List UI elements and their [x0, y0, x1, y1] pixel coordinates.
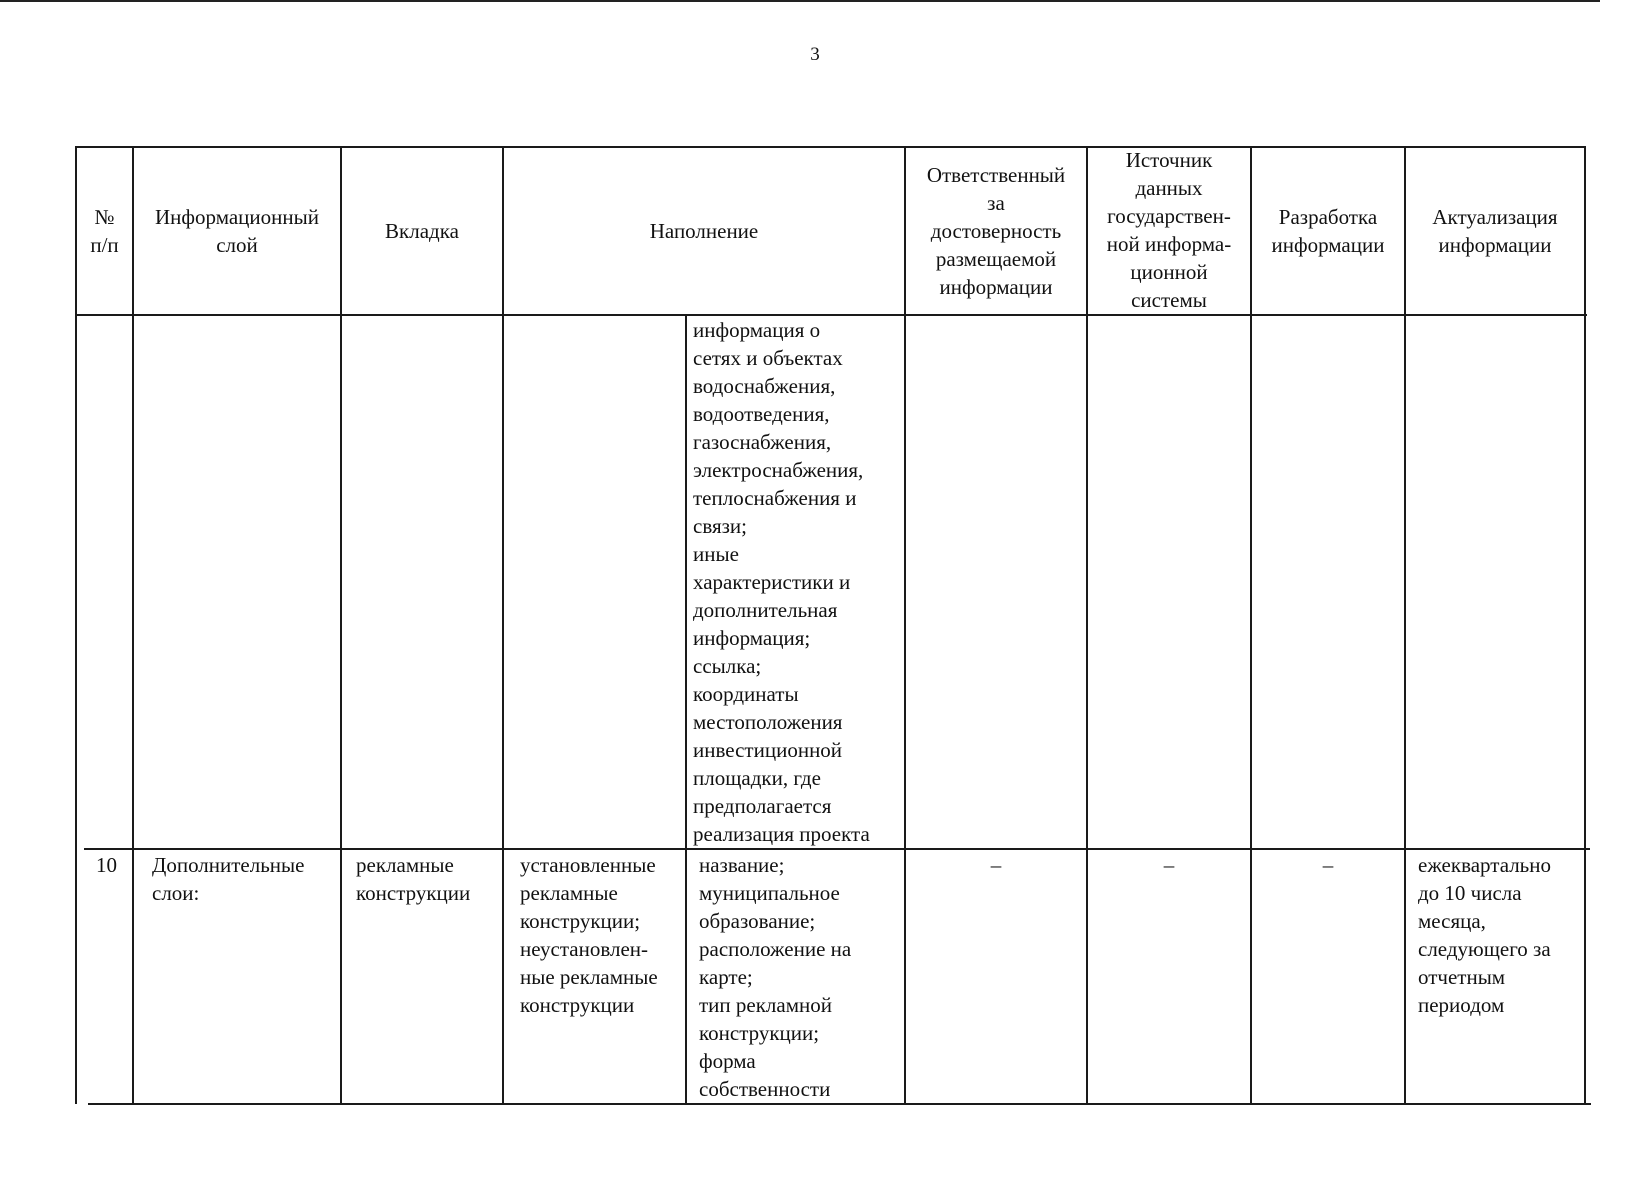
content-line: связи; [693, 514, 747, 538]
row10-content [699, 851, 903, 1103]
row10-update-line: отчетным [1418, 965, 1506, 989]
content-line: дополнительная [693, 598, 838, 622]
header-num-line1: № [94, 205, 115, 229]
row10-layer [152, 851, 338, 907]
header-tab: Вкладка [385, 219, 459, 243]
header-update-line: Актуализация [1432, 205, 1558, 229]
page-number: 3 [810, 44, 820, 65]
row10-sub-line: конструкции; [520, 909, 641, 933]
row10-content-line: конструкции; [699, 1021, 820, 1045]
header-num-line2: п/п [90, 233, 119, 257]
continued-content-cell [693, 316, 903, 848]
header-source-line: государствен- [1107, 204, 1231, 228]
header-content: Наполнение [649, 219, 759, 243]
header-responsible-line: достоверность [930, 219, 1062, 243]
content-line: иные [693, 542, 739, 566]
row10-sub-line: рекламные [520, 881, 618, 905]
col-border-9 [1584, 146, 1586, 1104]
header-development-line: Разработка [1278, 205, 1378, 229]
header-update [1406, 148, 1584, 314]
row10-content-line: собственности [699, 1077, 831, 1101]
header-development-line: информации [1271, 233, 1385, 257]
header-source-line: ционной [1130, 260, 1208, 284]
row10-layer-line: Дополнительные [152, 853, 305, 877]
row10-content-line: образование; [699, 909, 816, 933]
row10-tab-line: рекламные [356, 853, 454, 877]
row10-content-line: муниципальное [699, 881, 840, 905]
row10-sub-line: неустановлен- [520, 937, 649, 961]
content-line: сетях и объектах [693, 346, 843, 370]
row10-layer-line: слои: [152, 881, 200, 905]
header-source-line: данных [1135, 176, 1203, 200]
row10-update-line: месяца, [1418, 909, 1486, 933]
header-responsible-line: информации [939, 275, 1053, 299]
row10-sub-line: ные рекламные [520, 965, 658, 989]
content-line: предполагается [693, 794, 832, 818]
row10-content-line: название; [699, 853, 785, 877]
row10-source: – [1163, 853, 1175, 877]
row10-content-line: карте; [699, 965, 753, 989]
header-responsible-line: размещаемой [935, 247, 1057, 271]
header-source [1088, 146, 1250, 314]
content-line: водоснабжения, [693, 374, 836, 398]
row10-sub-line: установленные [520, 853, 656, 877]
content-line: площадки, где [693, 766, 821, 790]
row10-development: – [1322, 853, 1334, 877]
header-responsible [906, 148, 1086, 314]
row-divider [84, 848, 1590, 850]
row10-tab [356, 851, 500, 907]
header-layer-line1: Информационный [155, 205, 319, 229]
content-line: характеристики и [693, 570, 851, 594]
header-responsible-line: Ответственный [926, 163, 1066, 187]
header-source-line: системы [1131, 288, 1207, 312]
row10-content-line: форма [699, 1049, 756, 1073]
content-line: реализация проекта [693, 822, 870, 846]
header-source-line: Источник [1125, 148, 1213, 172]
row10-subtab [520, 851, 684, 1019]
row10-tab-line: конструкции [356, 881, 471, 905]
header-source-line: ной информа- [1106, 232, 1232, 256]
header-responsible-line: за [987, 191, 1005, 215]
content-line: газоснабжения, [693, 430, 832, 454]
content-line: водоотведения, [693, 402, 830, 426]
row10-responsible: – [990, 853, 1002, 877]
row10-update-line: периодом [1418, 993, 1505, 1017]
content-line: инвестиционной [693, 738, 843, 762]
row10-content-line: тип рекламной [699, 993, 832, 1017]
content-line: информация; [693, 626, 811, 650]
content-line: электроснабжения, [693, 458, 864, 482]
content-line: местоположения [693, 710, 843, 734]
row10-sub-line: конструкции [520, 993, 635, 1017]
row10-content-line: расположение на [699, 937, 852, 961]
header-update-line: информации [1438, 233, 1552, 257]
content-line: ссылка; [693, 654, 762, 678]
header-num [77, 148, 132, 314]
header-development [1252, 148, 1404, 314]
col-border-4 [685, 314, 687, 1104]
row10-update-line: ежеквартально [1418, 853, 1551, 877]
content-line: теплоснабжения и [693, 486, 857, 510]
table-bottom-border [88, 1103, 1591, 1105]
row10-num: 10 [96, 853, 117, 877]
row10-update-line: следующего за [1418, 937, 1551, 961]
content-line: информация о [693, 318, 821, 342]
header-layer-line2: слой [216, 233, 258, 257]
row10-update [1418, 851, 1584, 1019]
content-line: координаты [693, 682, 799, 706]
scan-top-edge [0, 0, 1600, 2]
header-layer [134, 148, 340, 314]
row10-update-line: до 10 числа [1418, 881, 1522, 905]
